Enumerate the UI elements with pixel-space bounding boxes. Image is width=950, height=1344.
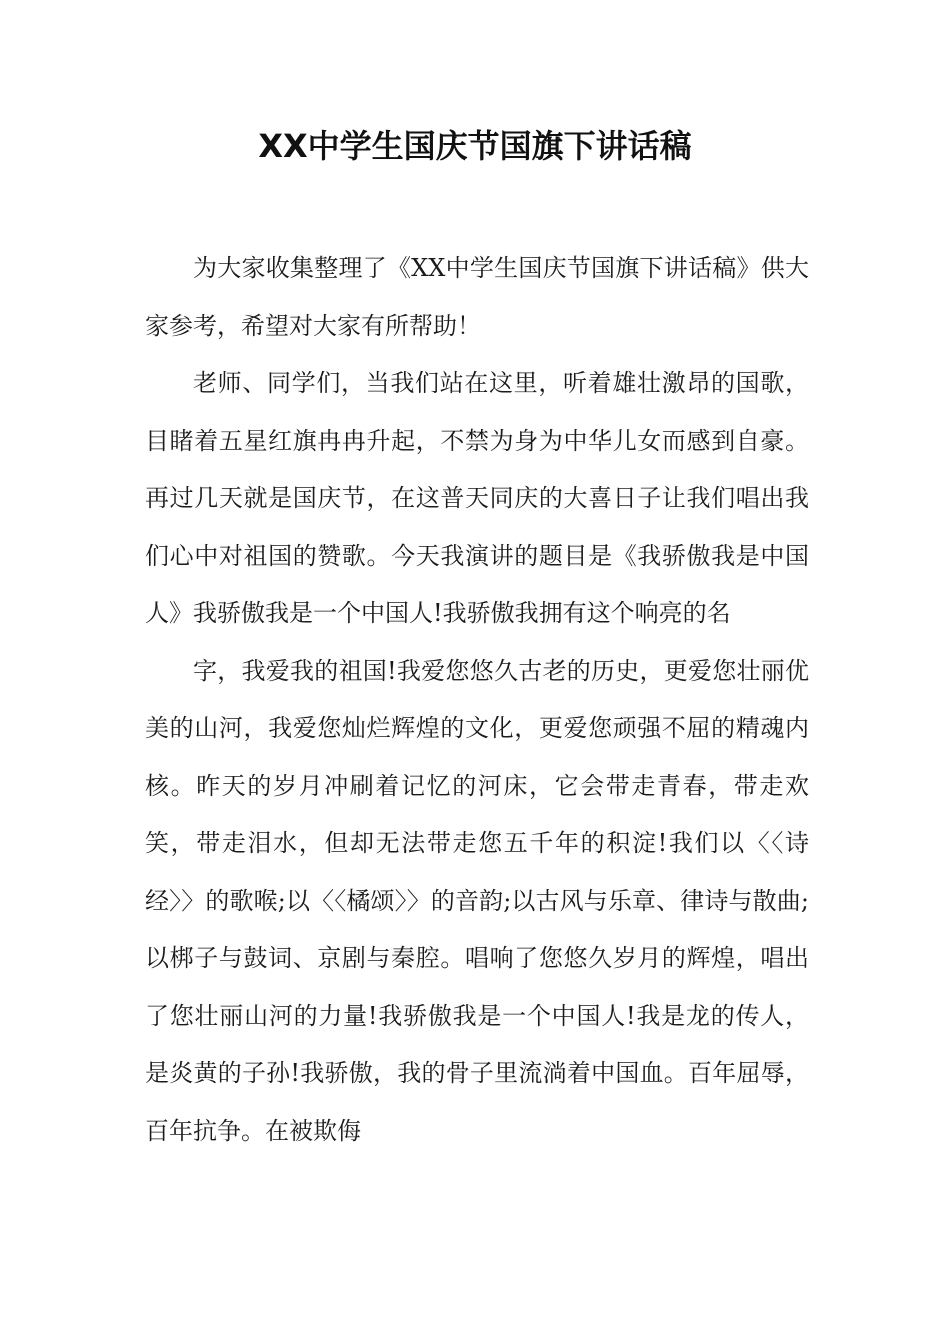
paragraph-opening: 老师、同学们，当我们站在这里，听着雄壮激昂的国歌，目睹着五星红旗冉冉升起，不禁为身为中华儿女而感到自豪。再过几天就是国庆节，在这普天同庆的大喜日子让我们唱出我们心中对祖国的赞歌。今天我演讲的题目是《我骄傲我是中国人》我骄傲我是一个中国人!我骄傲我拥有这个响亮的名 <box>145 369 809 627</box>
paragraph-intro: 为大家收集整理了《XX中学生国庆节国旗下讲话稿》供大家参考，希望对大家有所帮助！ <box>145 254 809 340</box>
document-title: XX中学生国庆节国旗下讲话稿 <box>258 127 692 165</box>
document-body <box>145 240 809 1160</box>
paragraph-main: 字，我爱我的祖国!我爱您悠久古老的历史，更爱您壮丽优美的山河，我爱您灿烂辉煌的文化，更爱您顽强不屈的精魂内核。昨天的岁月冲刷着记忆的河床，它会带走青春，带走欢笑，带走泪水，但却无法带走您五千年的积淀!我们以〈〈诗经〉〉的歌喉;以〈〈橘颂〉〉的音韵;以古风与乐章、律诗与散曲;以梆子与鼓词、京剧与秦腔。唱响了您悠久岁月的辉煌，唱出了您壮丽山河的力量!我骄傲我是一个中国人!我是龙的传人，是炎黄的子孙!我骄傲，我的骨子里流淌着中国血。百年屈辱，百年抗争。在被欺侮 <box>145 656 809 1145</box>
